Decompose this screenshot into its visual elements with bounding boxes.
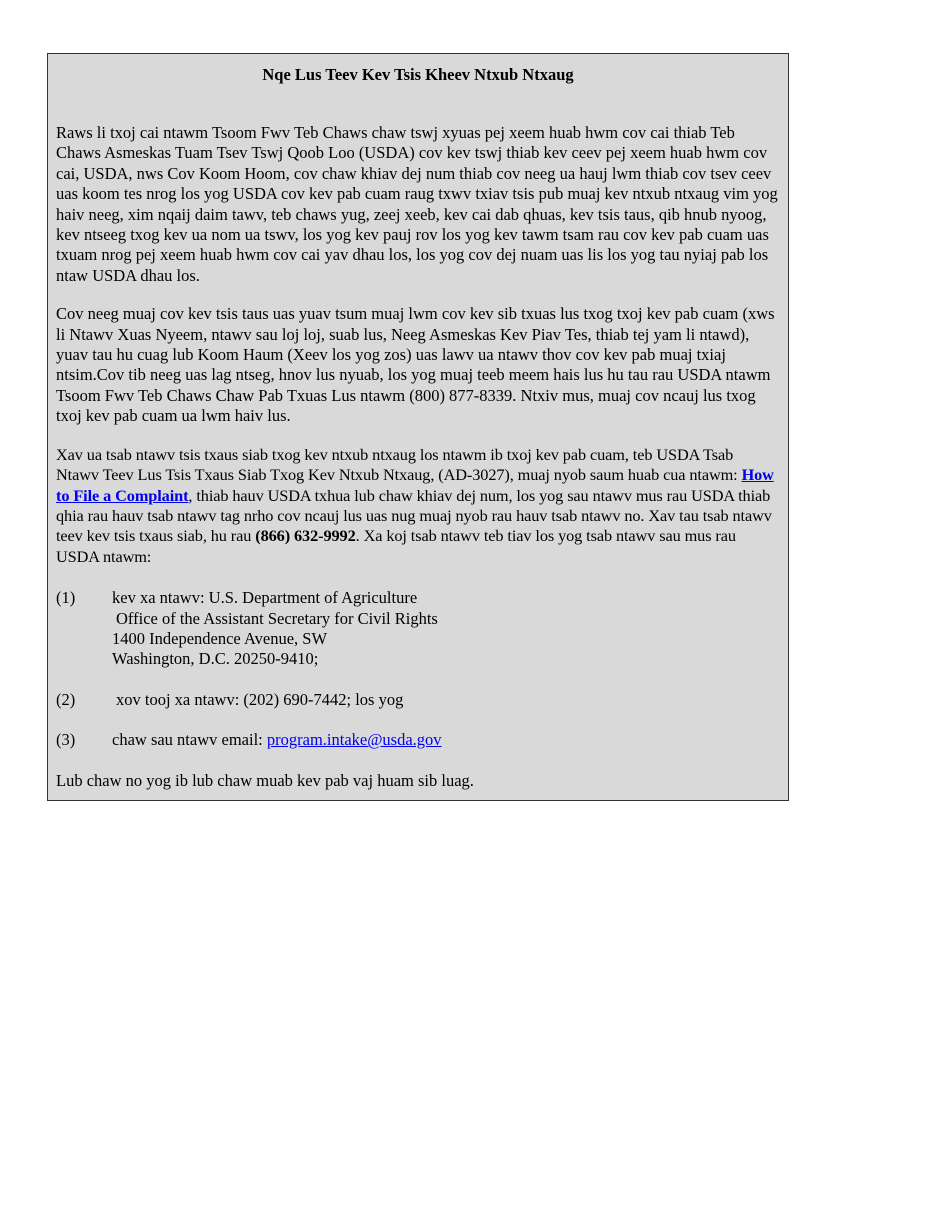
email-label: chaw sau ntawv email: — [112, 730, 267, 750]
paragraph-3-intro: Xav ua tsab ntawv tsis txaus siab txog kev ntxub ntxaug los ntawm ib txoj kev pab cuam, teb USDA Tsab Ntawv Teev Lus Tsis Txaus Siab Txog Kev Ntxub Ntxaug, (AD-3027), muaj nyob saum huab cua ntawm: — [56, 444, 742, 485]
notice-paragraph-2: Cov neeg muaj cov kev tsis taus uas yuav tsum muaj lwm cov kev sib txuas lus txog txoj kev pab cuam (xws li Ntawv Xuas Nyeem, ntawv sau loj loj, suab lus, Neeg Asmeskas Kev Piav Tes, thiab tej yam li ntawd), yuav tau hu cuag lub Koom Haum (Xeev los yog zos) uas lawv ua ntawv thov cov kev pab muaj txiaj ntsim.Cov tib neeg uas lag ntseg, hnov lus nyuab, los yog muaj teeb meem hais lus hu tau rau USDA ntawm Tsoom Fwv Teb Chaws Chaw Pab Txuas Lus ntawm (800) 877-8339. Ntxiv mus, muaj cov ncauj lus txog txoj kev pab cuam ua lwm haiv lus. — [56, 304, 775, 426]
nondiscrimination-notice-box — [47, 53, 789, 801]
mail-line-2: Office of the Assistant Secretary for Civil Rights — [116, 608, 438, 628]
contact-mail — [56, 588, 780, 670]
contact-number-3: (3) — [56, 730, 76, 750]
fax-line: xov tooj xa ntawv: (202) 690-7442; los yog — [116, 689, 404, 709]
notice-title: Nqe Lus Teev Kev Tsis Kheev Ntxub Ntxaug — [262, 65, 574, 84]
notice-paragraph-1: Raws li txoj cai ntawm Tsoom Fwv Teb Chaws chaw tswj xyuas pej xeem huab hwm cov cai thiab Teb Chaws Asmeskas Tuam Tsev Tswj Qoob Loo (USDA) cov kev tswj thiab kev ceev pej xeem huab hwm cov cai, USDA, nws Cov Koom Hoom, cov chaw khiav dej num thiab cov neeg ua hauj lwm thiab cov tsev ceev uas koom tes nrog los yog USDA cov kev pab cuam raug txwv txiav tsis pub muaj kev ntxub ntxaug vim yog haiv neeg, xim nqaij daim tawv, teb chaws yug, zeej xeeb, kev cai dab qhuas, kev tsis taus, qib hnub nyoog, kev ntseeg txog kev ua nom ua tswv, los yog kev pauj rov los yog kev tawm tsam rau cov kev pab cuam uas txuam nrog pej xeem huab hwm cov cai yav dhau los, los yog cov dej nuam uas lis los yog tau nyiaj pab los ntaw USDA dhau los. — [56, 123, 778, 285]
mail-line-1: kev xa ntawv: U.S. Department of Agriculture — [112, 588, 418, 608]
contact-fax — [56, 690, 780, 710]
contact-number-1: (1) — [56, 588, 76, 608]
paragraph-3-end: . Xa koj tsab ntawv teb tiav los yog tsab ntawv sau mus rau USDA ntawm: — [56, 526, 736, 566]
contact-email — [56, 730, 780, 750]
how-to-file-complaint-link[interactable]: How to File a Complaint — [56, 465, 774, 505]
paragraph-3-middle: , thiab hauv USDA txhua lub chaw khiav dej num, los yog sau ntawv mus rau USDA thiab qhia rau hauv tsab ntawv tag nrho cov ncauj lus uas nug muaj nyob rau hauv tsab ntawv no. Xav tau tsab ntawv teev kev tsis txaus siab, hu rau — [56, 485, 772, 546]
mail-line-4: Washington, D.C. 20250-9410; — [112, 649, 319, 669]
email-link[interactable]: program.intake@usda.gov — [266, 730, 442, 750]
complaint-phone-number: (866) 632-9992 — [255, 526, 356, 546]
contact-number-2: (2) — [56, 689, 76, 709]
notice-closing: Lub chaw no yog ib lub chaw muab kev pab vaj huam sib luag. — [56, 770, 474, 790]
mail-line-3: 1400 Independence Avenue, SW — [112, 628, 328, 648]
notice-paragraph-3 — [56, 445, 780, 567]
